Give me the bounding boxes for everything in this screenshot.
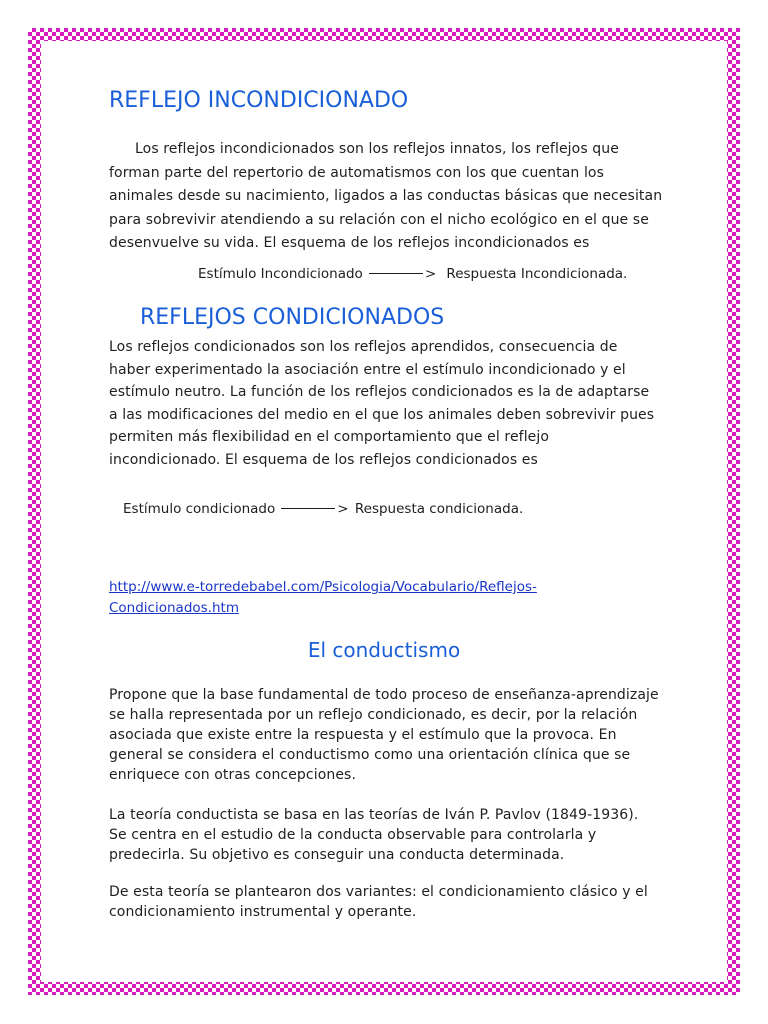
arrow-icon: [281, 508, 335, 509]
scheme-stimulus: Estímulo Incondicionado: [198, 266, 363, 282]
paragraph-line: asociada que existe entre la respuesta y el estímulo que la provoca. En: [109, 727, 617, 743]
paragraph-line: haber experimentado la asociación entre el estímulo incondicionado y el: [109, 361, 626, 378]
paragraph-conductismo-variantes: [109, 882, 669, 922]
arrow-head-icon: >: [337, 501, 349, 517]
scheme-incondicionado: [198, 266, 627, 282]
heading-reflejo-incondicionado: REFLEJO INCONDICIONADO: [109, 88, 409, 113]
link-line[interactable]: http://www.e-torredebabel.com/Psicologia/Vocabulario/Reflejos-: [109, 579, 537, 595]
paragraph-line: Se centra en el estudio de la conducta observable para controlarla y: [109, 827, 597, 843]
paragraph-line: general se considera el conductismo como una orientación clínica que se: [109, 747, 631, 763]
paragraph-line: animales desde su nacimiento, ligados a las conductas básicas que necesitan: [109, 188, 663, 204]
paragraph-line: permiten más flexibilidad en el comportamiento que el reflejo: [109, 429, 550, 445]
paragraph-line: a las modificaciones del medio en el que los animales deben sobrevivir pues: [109, 406, 655, 423]
scheme-response: Respuesta condicionada.: [354, 501, 524, 517]
paragraph-line: incondicionado. El esquema de los reflejos condicionados es: [109, 451, 538, 468]
arrow-head-icon: >: [424, 266, 437, 282]
paragraph-line: para sobrevivir atendiendo a su relación con el nicho ecológico en el que se: [109, 211, 649, 228]
paragraph-conductismo-definition: [109, 685, 669, 785]
paragraph-reflejos-condicionados: [109, 336, 669, 471]
paragraph-line: La teoría conductista se basa en las teorías de Iván P. Pavlov (1849-1936).: [109, 807, 639, 823]
scheme-response: Respuesta Incondicionada.: [446, 266, 628, 282]
paragraph-line: De esta teoría se plantearon dos variantes: el condicionamiento clásico y el: [109, 884, 648, 900]
paragraph-line: Propone que la base fundamental de todo proceso de enseñanza-aprendizaje: [109, 687, 659, 703]
heading-reflejos-condicionados: REFLEJOS CONDICIONADOS: [140, 305, 445, 330]
heading-el-conductismo: El conductismo: [307, 638, 461, 662]
paragraph-line: enriquece con otras concepciones.: [109, 767, 357, 783]
paragraph-line: forman parte del repertorio de automatismos con los que cuentan los: [109, 164, 604, 181]
source-link[interactable]: [109, 577, 537, 619]
scheme-condicionado: [123, 501, 523, 517]
paragraph-line: estímulo neutro. La función de los reflejos condicionados es la de adaptarse: [109, 384, 650, 400]
paragraph-line: predecirla. Su objetivo es conseguir una conducta determinada.: [109, 847, 565, 863]
paragraph-conductismo-pavlov: [109, 805, 669, 865]
scheme-stimulus: Estímulo condicionado: [123, 501, 276, 517]
link-line[interactable]: Condicionados.htm: [109, 600, 239, 616]
paragraph-line: Los reflejos condicionados son los reflejos aprendidos, consecuencia de: [109, 339, 618, 355]
paragraph-line: condicionamiento instrumental y operante.: [109, 904, 417, 920]
paragraph-reflejo-incondicionado: [109, 138, 663, 256]
paragraph-line: desenvuelve su vida. El esquema de los reflejos incondicionados es: [109, 235, 590, 251]
arrow-icon: [369, 273, 423, 274]
paragraph-line: Los reflejos incondicionados son los reflejos innatos, los reflejos que: [135, 141, 619, 157]
paragraph-line: se halla representada por un reflejo condicionado, es decir, por la relación: [109, 707, 638, 723]
